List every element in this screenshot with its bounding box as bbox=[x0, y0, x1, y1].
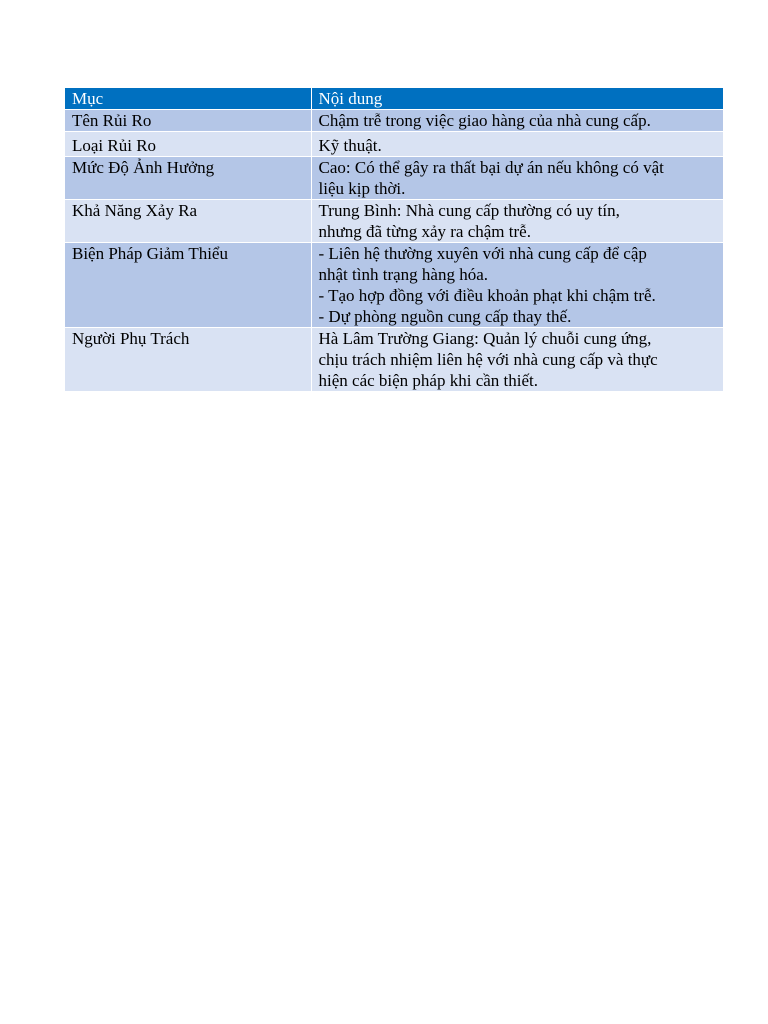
row-label: Người Phụ Trách bbox=[65, 328, 311, 392]
content-line: nhưng đã từng xảy ra chậm trễ. bbox=[318, 222, 531, 241]
table-row bbox=[65, 328, 723, 392]
content-line: nhật tình trạng hàng hóa. bbox=[318, 265, 488, 284]
row-label: Loại Rủi Ro bbox=[65, 132, 311, 157]
risk-table bbox=[65, 88, 723, 392]
row-label: Khả Năng Xảy Ra bbox=[65, 200, 311, 243]
row-content bbox=[311, 132, 723, 157]
content-line: hiện các biện pháp khi cần thiết. bbox=[318, 371, 538, 390]
row-content bbox=[311, 328, 723, 392]
table-row bbox=[65, 110, 723, 132]
table-header-row bbox=[65, 88, 723, 110]
table-row bbox=[65, 243, 723, 328]
content-line: Chậm trễ trong việc giao hàng của nhà cung cấp. bbox=[318, 111, 651, 130]
table-row bbox=[65, 200, 723, 243]
header-cell-content: Nội dung bbox=[311, 88, 723, 110]
content-line: Hà Lâm Trường Giang: Quản lý chuỗi cung ứng, bbox=[318, 329, 652, 348]
content-line: Trung Bình: Nhà cung cấp thường có uy tín, bbox=[318, 201, 620, 220]
content-line: Kỹ thuật. bbox=[318, 136, 382, 155]
row-label: Mức Độ Ảnh Hưởng bbox=[65, 157, 311, 200]
content-line: - Liên hệ thường xuyên với nhà cung cấp để cập bbox=[318, 244, 647, 263]
content-line: liệu kịp thời. bbox=[318, 179, 406, 198]
row-content bbox=[311, 200, 723, 243]
content-line: - Dự phòng nguồn cung cấp thay thế. bbox=[318, 307, 572, 326]
table-row bbox=[65, 157, 723, 200]
content-line: Cao: Có thể gây ra thất bại dự án nếu không có vật bbox=[318, 158, 664, 177]
header-cell-item: Mục bbox=[65, 88, 311, 110]
row-content bbox=[311, 243, 723, 328]
row-content bbox=[311, 110, 723, 132]
row-label: Biện Pháp Giảm Thiểu bbox=[65, 243, 311, 328]
row-content bbox=[311, 157, 723, 200]
table-row bbox=[65, 132, 723, 157]
content-line: - Tạo hợp đồng với điều khoản phạt khi chậm trễ. bbox=[318, 286, 656, 305]
row-label: Tên Rủi Ro bbox=[65, 110, 311, 132]
content-line: chịu trách nhiệm liên hệ với nhà cung cấp và thực bbox=[318, 350, 658, 369]
